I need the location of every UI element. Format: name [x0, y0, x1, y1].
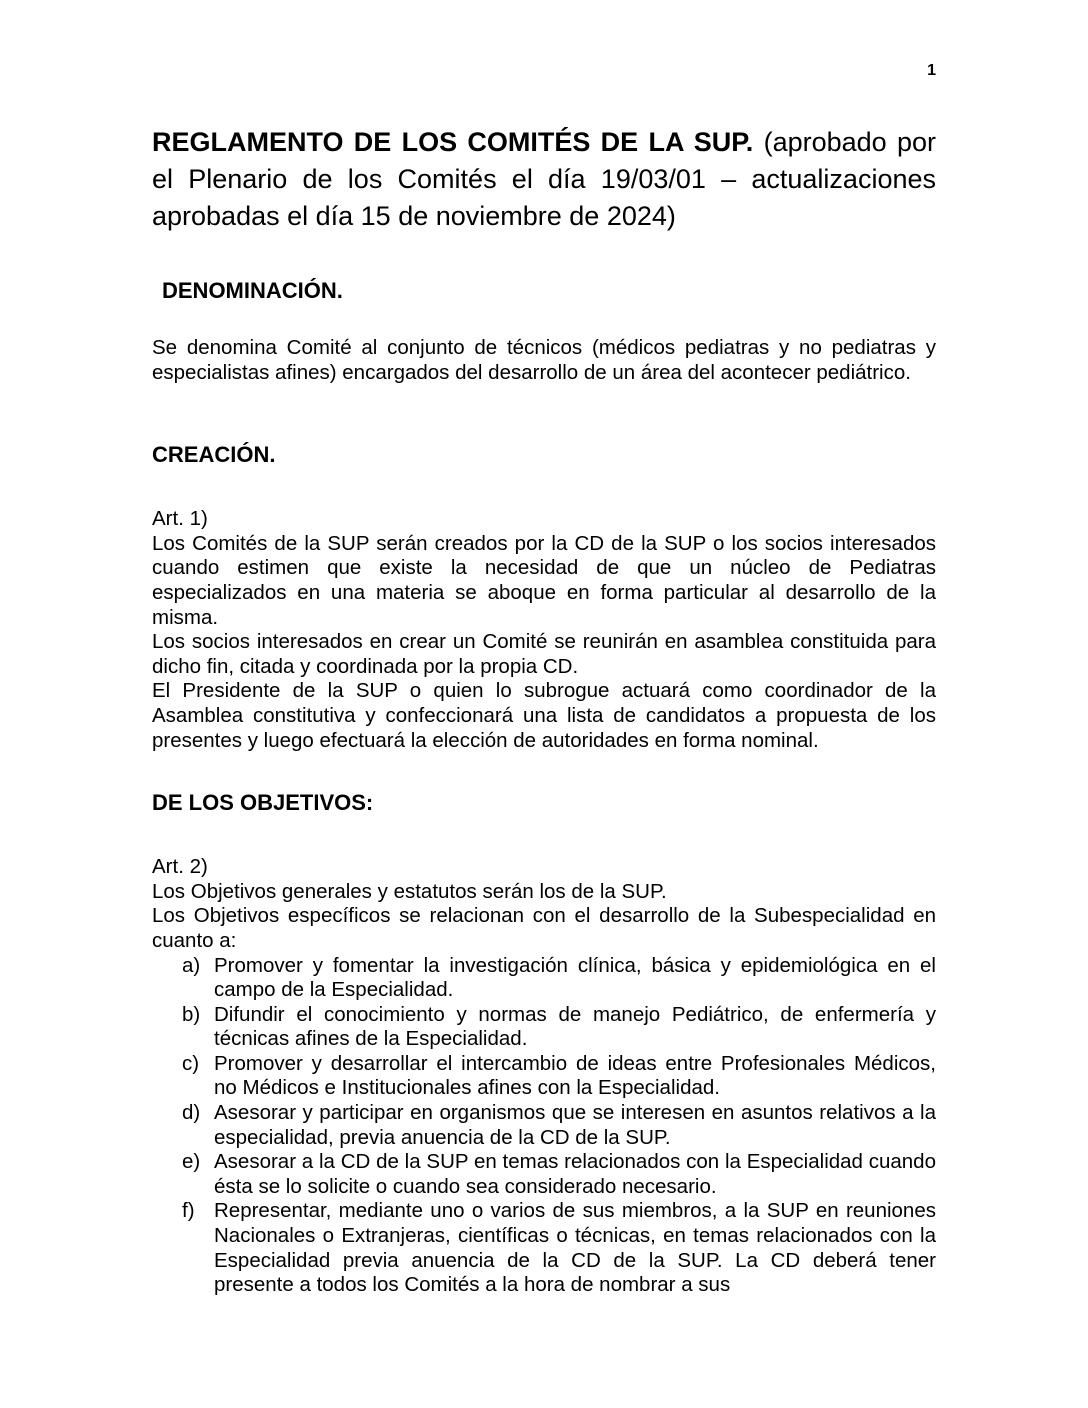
list-item-letter: b) [182, 1002, 201, 1026]
list-item-letter: c) [182, 1051, 200, 1075]
list-item-text: Asesorar y participar en organismos que se interesen en asuntos relativos a la especialidad, previa anuencia de la CD de la SUP. [214, 1101, 936, 1149]
list-item-text: Asesorar a la CD de la SUP en temas relacionados con la Especialidad cuando ésta se lo solicite o cuando sea considerado necesario. [214, 1150, 936, 1198]
list-item [152, 1003, 936, 1052]
list-item [152, 1199, 936, 1297]
list-item [152, 954, 936, 1003]
creacion-paragraph: Los socios interesados en crear un Comité se reunirán en asamblea constituida para dicho fin, citada y coordinada por la propia CD. [152, 630, 936, 678]
heading-objetivos: DE LOS OBJETIVOS: [152, 790, 374, 816]
list-item [152, 1052, 936, 1101]
heading-denominacion: DENOMINACIÓN. [162, 278, 343, 303]
page-number: 1 [927, 62, 936, 79]
creacion-paragraph: El Presidente de la SUP o quien lo subrogue actuará como coordinador de la Asamblea constitutiva y confeccionará una lista de candidatos a propuesta de los presentes y luego efectuará la elección de autoridades en forma nominal. [152, 679, 936, 752]
title-approval-note: (aprobado por el Plenario de los Comités el día 19/03/01 – actualizaciones aprobadas el día 15 de noviembre de 2024) [152, 127, 936, 231]
list-item-letter: a) [182, 953, 201, 977]
objetivos-especificos-intro: Los Objetivos específicos se relacionan con el desarrollo de la Subespecialidad en cuanto a: [152, 904, 936, 952]
list-item-letter: f) [182, 1199, 195, 1223]
heading-creacion: CREACIÓN. [152, 442, 276, 468]
title-bold: REGLAMENTO DE LOS COMITÉS DE LA SUP. [152, 127, 754, 157]
article-1-label: Art. 1) [152, 507, 208, 531]
creacion-paragraph: Los Comités de la SUP serán creados por la CD de la SUP o los socios interesados cuando estimen que existe la necesidad de que un núcleo de Pediatras especializados en una materia se aboque en forma particular al desarrollo de la misma. [152, 531, 936, 629]
document-title [152, 124, 936, 235]
objetivos-general: Los Objetivos generales y estatutos serán los de la SUP. [152, 879, 667, 903]
list-item-text: Difundir el conocimiento y normas de manejo Pediátrico, de enfermería y técnicas afines de la Especialidad. [214, 1002, 936, 1051]
list-item [152, 1101, 936, 1150]
denominacion-text: Se denomina Comité al conjunto de técnicos (médicos pediatras y no pediatras y especialistas afines) encargados del desarrollo de un área del acontecer pediátrico. [152, 336, 936, 384]
article-2-label: Art. 2) [152, 855, 208, 879]
list-item-text: Representar, mediante uno o varios de sus miembros, a la SUP en reuniones Nacionales o Extranjeras, científicas o técnicas, en temas relacionados con la Especialidad previa anuencia de la CD de la SUP. La CD deberá tener presente a todos los Comités a la hora de nombrar a sus [214, 1199, 936, 1297]
objetivos-list [152, 954, 936, 1298]
document-body [152, 124, 936, 1298]
list-item-text: Promover y fomentar la investigación clínica, básica y epidemiológica en el campo de la Especialidad. [214, 953, 936, 1002]
list-item-letter: e) [182, 1150, 201, 1174]
list-item-text: Promover y desarrollar el intercambio de ideas entre Profesionales Médicos, no Médicos e Institucionales afines con la Especialidad. [214, 1051, 936, 1100]
list-item-letter: d) [182, 1101, 201, 1125]
list-item [152, 1150, 936, 1199]
